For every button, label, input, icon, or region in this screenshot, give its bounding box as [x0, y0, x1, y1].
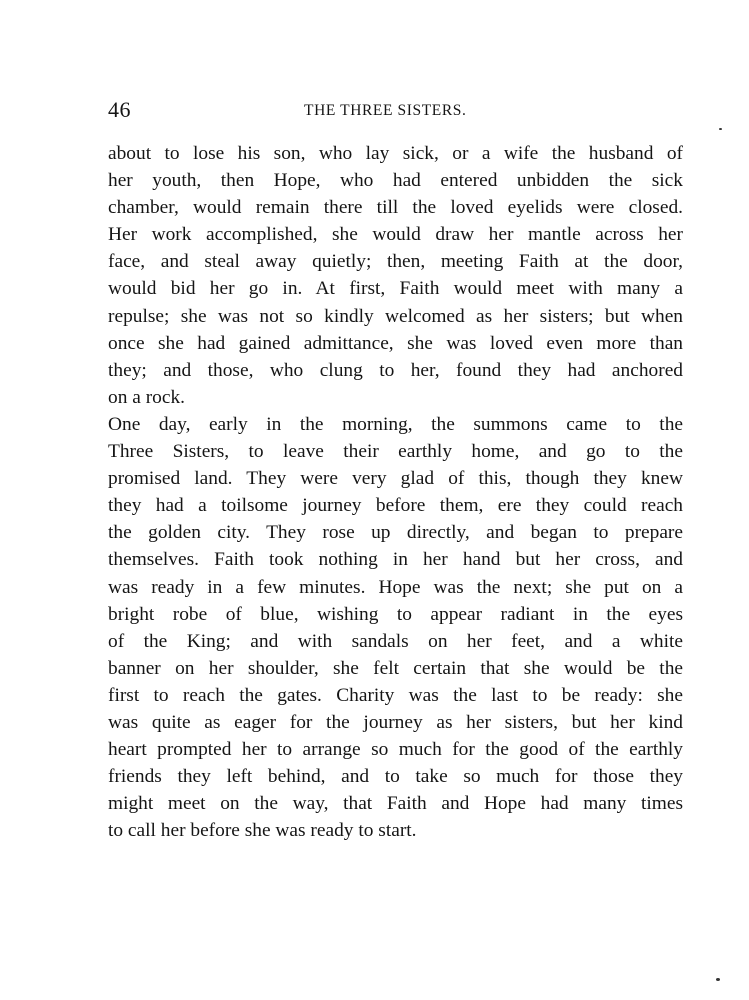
text-line: chamber, would remain there till the loved eyelids were closed.	[108, 197, 683, 219]
text-line: the golden city. They rose up directly, and began to prepare	[108, 522, 683, 544]
text-line: of the King; and with sandals on her feet, and a white	[108, 630, 683, 652]
text-line: about to lose his son, who lay sick, or a wife the husband of	[108, 143, 683, 164]
body-text	[108, 140, 683, 844]
running-head: THE THREE SISTERS.	[304, 102, 467, 119]
text-line: might meet on the way, that Faith and Hope had many times	[108, 793, 683, 815]
text-line: was ready in a few minutes. Hope was the next; she put on a	[108, 576, 683, 598]
text-line: friends they left behind, and to take so much for those they	[108, 766, 683, 788]
print-speck	[719, 128, 722, 130]
text-line: promised land. They were very glad of this, though they knew	[108, 468, 683, 490]
text-line: on a rock.	[108, 386, 185, 408]
paragraph-1	[108, 140, 683, 411]
text-line: was quite as eager for the journey as her sisters, but her kind	[108, 711, 683, 733]
text-line: to call her before she was ready to start.	[108, 820, 417, 842]
text-line: themselves. Faith took nothing in her hand but her cross, and	[108, 549, 683, 571]
text-line: bright robe of blue, wishing to appear radiant in the eyes	[108, 603, 683, 625]
text-line: repulse; she was not so kindly welcomed as her sisters; but when	[108, 305, 683, 327]
paragraph-2	[108, 411, 683, 845]
text-line: once she had gained admittance, she was loved even more than	[108, 332, 683, 354]
text-line: they; and those, who clung to her, found they had anchored	[108, 359, 683, 381]
text-line: banner on her shoulder, she felt certain that she would be the	[108, 657, 683, 679]
text-line: heart prompted her to arrange so much for the good of the earthly	[108, 739, 683, 761]
text-line: they had a toilsome journey before them, ere they could reach	[108, 495, 683, 517]
text-line: Her work accomplished, she would draw her mantle across her	[108, 224, 683, 246]
print-speck	[716, 978, 720, 981]
page-header	[108, 97, 683, 127]
text-line: One day, early in the morning, the summons came to the	[108, 413, 683, 435]
page-number: 46	[108, 97, 131, 122]
text-line: face, and steal away quietly; then, meeting Faith at the door,	[108, 251, 683, 273]
text-line: would bid her go in. At first, Faith would meet with many a	[108, 278, 683, 300]
text-line: Three Sisters, to leave their earthly home, and go to the	[108, 441, 683, 463]
text-line: first to reach the gates. Charity was the last to be ready: she	[108, 684, 683, 706]
text-line: her youth, then Hope, who had entered unbidden the sick	[108, 170, 683, 192]
